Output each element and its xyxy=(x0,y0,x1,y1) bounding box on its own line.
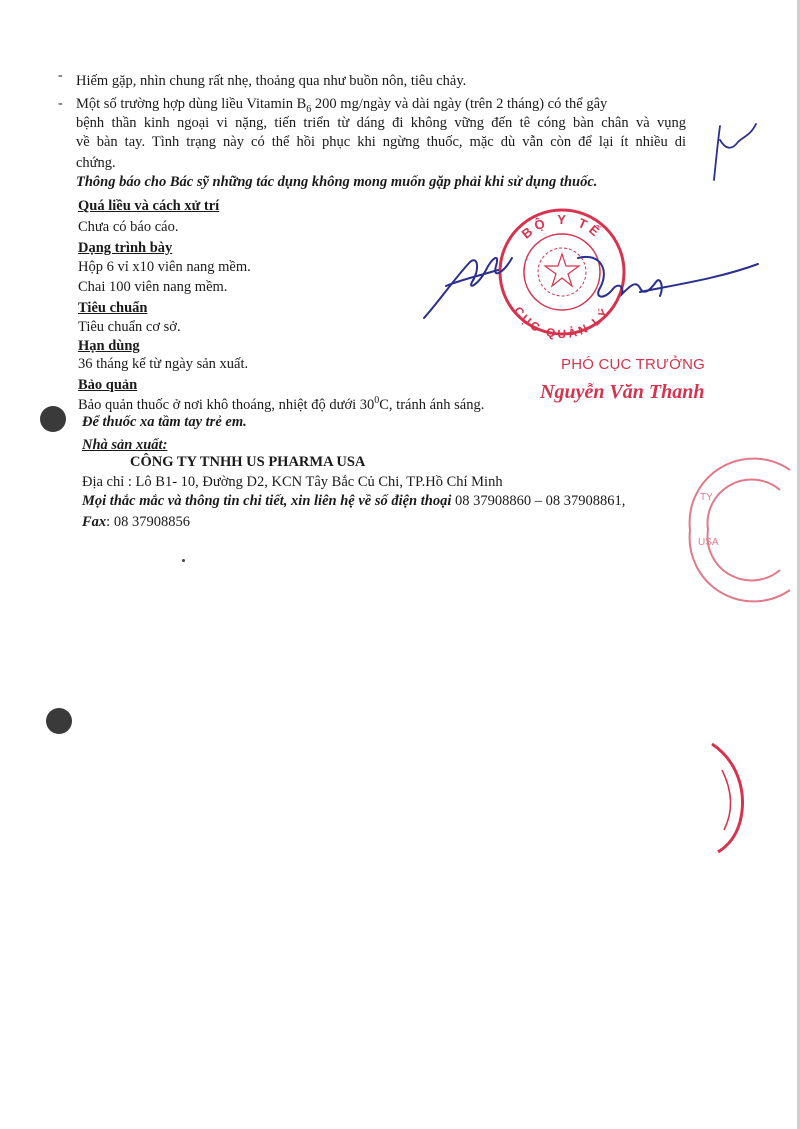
overdose-heading: Quá liều và cách xử trí xyxy=(78,198,220,214)
presentation-line2: Chai 100 viên nang mềm. xyxy=(78,279,228,295)
shelf-life-heading: Hạn dùng xyxy=(78,338,140,354)
standard-heading: Tiêu chuẩn xyxy=(78,300,148,316)
presentation-heading: Dạng trình bày xyxy=(78,240,173,256)
initials-mark xyxy=(714,124,756,180)
side-effect-b6-line2: bệnh thần kinh ngoại vi nặng, tiến triển từ dáng đi không vững đến tê cóng bàn chân và vụng xyxy=(76,115,686,131)
standard-text: Tiêu chuẩn cơ sở. xyxy=(78,319,181,335)
stamp-ring-top: BỘ Y TẾ xyxy=(518,211,606,242)
notify-doctor: Thông báo cho Bác sỹ những tác dụng không mong muốn gặp phải khi sử dụng thuốc. xyxy=(76,174,598,190)
shelf-life-text: 36 tháng kể từ ngày sản xuất. xyxy=(78,356,249,372)
storage-children-warning: Để thuốc xa tầm tay trẻ em. xyxy=(82,414,247,430)
side-effect-b6-line4: chứng. xyxy=(76,155,116,171)
overdose-text: Chưa có báo cáo. xyxy=(78,219,179,235)
signature-scribble xyxy=(424,257,758,318)
manufacturer-address: Địa chỉ : Lô B1- 10, Đường D2, KCN Tây Bắc Củ Chi, TP.Hồ Chí Minh xyxy=(82,474,503,490)
side-effect-b6-line1: Một số trường hợp dùng liều Vitamin $B_6$ 200 mg/ngày và dài ngày (trên 2 tháng) có thể gây xyxy=(76,96,608,115)
manufacturer-contact: Mọi thắc mắc và thông tin chi tiết, xin liên hệ về số điện thoại 08 37908860 – 08 37908861, xyxy=(82,493,626,509)
manufacturer-fax: Fax: 08 37908856 xyxy=(82,514,190,530)
manufacturer-company: CÔNG TY TNHH US PHARMA USA xyxy=(130,454,366,470)
bullet-dash: - xyxy=(58,68,63,83)
storage-text: Bảo quản thuốc ở nơi khô thoáng, nhiệt độ dưới $30^0C$, tránh ánh sáng. xyxy=(78,395,485,413)
presentation-line1: Hộp 6 vỉ x10 viên nang mềm. xyxy=(78,259,251,275)
approval-stamp xyxy=(500,210,624,341)
side-effect-rare: Hiếm gặp, nhìn chung rất nhẹ, thoảng qua như buồn nôn, tiêu chảy. xyxy=(76,73,467,89)
manufacturer-heading: Nhà sản xuất: xyxy=(82,437,168,453)
stamp-signer-name: Nguyễn Văn Thanh xyxy=(540,381,705,403)
stamp-ring-bottom: CỤC QUẢN LÝ xyxy=(511,303,613,342)
company-stamp-partial xyxy=(690,459,790,602)
svg-text:CỤC QUẢN LÝ xyxy=(511,303,613,341)
svg-text:TY: TY xyxy=(700,492,713,503)
svg-text:USA: USA xyxy=(698,537,719,548)
storage-heading: Bảo quản xyxy=(78,377,138,393)
stamp-title: PHÓ CỤC TRƯỞNG xyxy=(561,356,706,373)
stamp-fragment xyxy=(712,744,742,852)
side-effect-b6-line3: về bàn tay. Tình trạng này có thể hồi phục khi ngừng thuốc, mặc dù vẫn còn để lại ít nhiều di xyxy=(76,134,686,150)
bullet-dash: - xyxy=(58,96,63,111)
